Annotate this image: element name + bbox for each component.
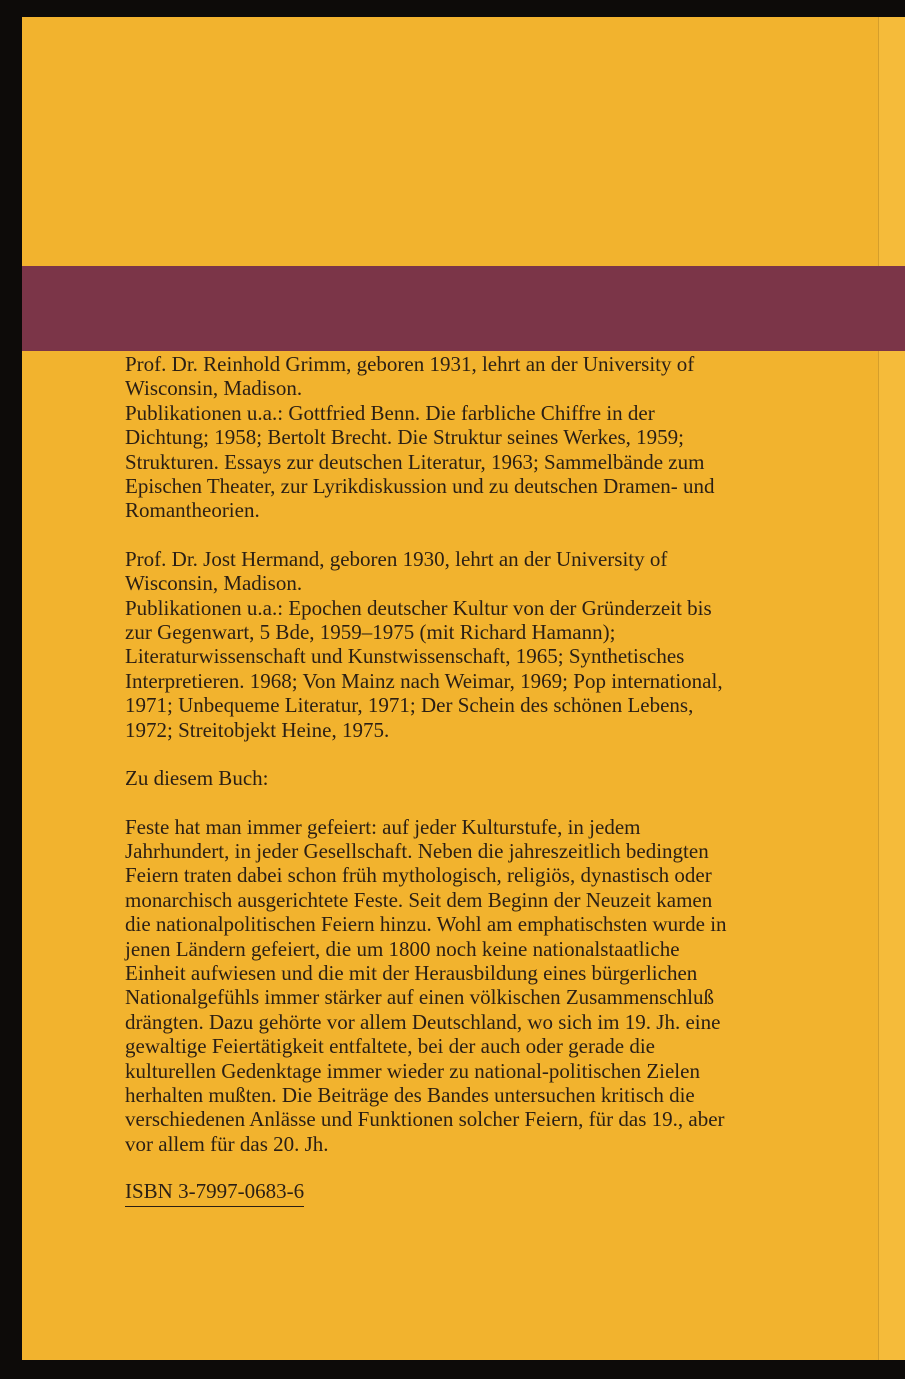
isbn: ISBN 3-7997-0683-6: [125, 1179, 304, 1206]
cover-edge: [878, 17, 905, 1360]
about-text: Feste hat man immer gefeiert: auf jeder Kulturstufe, in jedem Jahrhundert, in jeder Gesellschaft. Neben die jahreszeitlich bedingten Feiern traten dabei schon früh mythologisch, religiös, dynastisch oder monarchisch ausgerichtete Feste. Seit dem Beginn der Neuzeit kamen die nationalpolitischen Feiern hinzu. Wohl am emphatischsten wurde in jenen Ländern gefeiert, die um 1800 noch keine nationalstaatliche Einheit aufwiesen und die mit der Herausbildung eines bürgerlichen Nationalgefühls immer stärker auf einen völkischen Zusammenschluß drängten. Dazu gehörte vor allem Deutschland, wo sich im 19. Jh. eine gewaltige Feiertätigkeit entfaltete, bei der auch oder gerade die kulturellen Gedenktage immer wieder zu national-politischen Zielen herhalten mußten. Die Beiträge des Bandes untersuchen kritisch die verschiedenen Anlässe und Funktionen solcher Feiern, für das 19., aber vor allem für das 20. Jh.: [125, 814, 727, 1156]
author2-bio: Prof. Dr. Jost Hermand, geboren 1930, lehrt an der University of Wisconsin, Madison.: [125, 546, 668, 596]
author1-publications: Publikationen u.a.: Gottfried Benn. Die farbliche Chiffre in der Dichtung; 1958; Bertolt Brecht. Die Struktur seines Werkes, 1959; Strukturen. Essays zur deutschen Literatur, 1963; Sammelbände zum Epischen Theater, zur Lyrikdiskussion und zu deutschen Dramen- und Romantheorien.: [125, 400, 715, 523]
about-heading: Zu diesem Buch:: [125, 766, 269, 791]
decorative-band: [22, 266, 905, 351]
author2-publications: Publikationen u.a.: Epochen deutscher Kultur von der Gründerzeit bis zur Gegenwart, 5 Bde, 1959–1975 (mit Richard Hamann); Literaturwissenschaft und Kunstwissenschaft, 1965; Synthetisches Interpretieren. 1968; Von Mainz nach Weimar, 1969; Pop international, 1971; Unbequeme Literatur, 1971; Der Schein des schönen Lebens, 1972; Streitobjekt Heine, 1975.: [125, 595, 723, 742]
author1-bio: Prof. Dr. Reinhold Grimm, geboren 1931, lehrt an der University of Wisconsin, Madison.: [125, 352, 695, 401]
cover-text: [125, 352, 735, 1207]
